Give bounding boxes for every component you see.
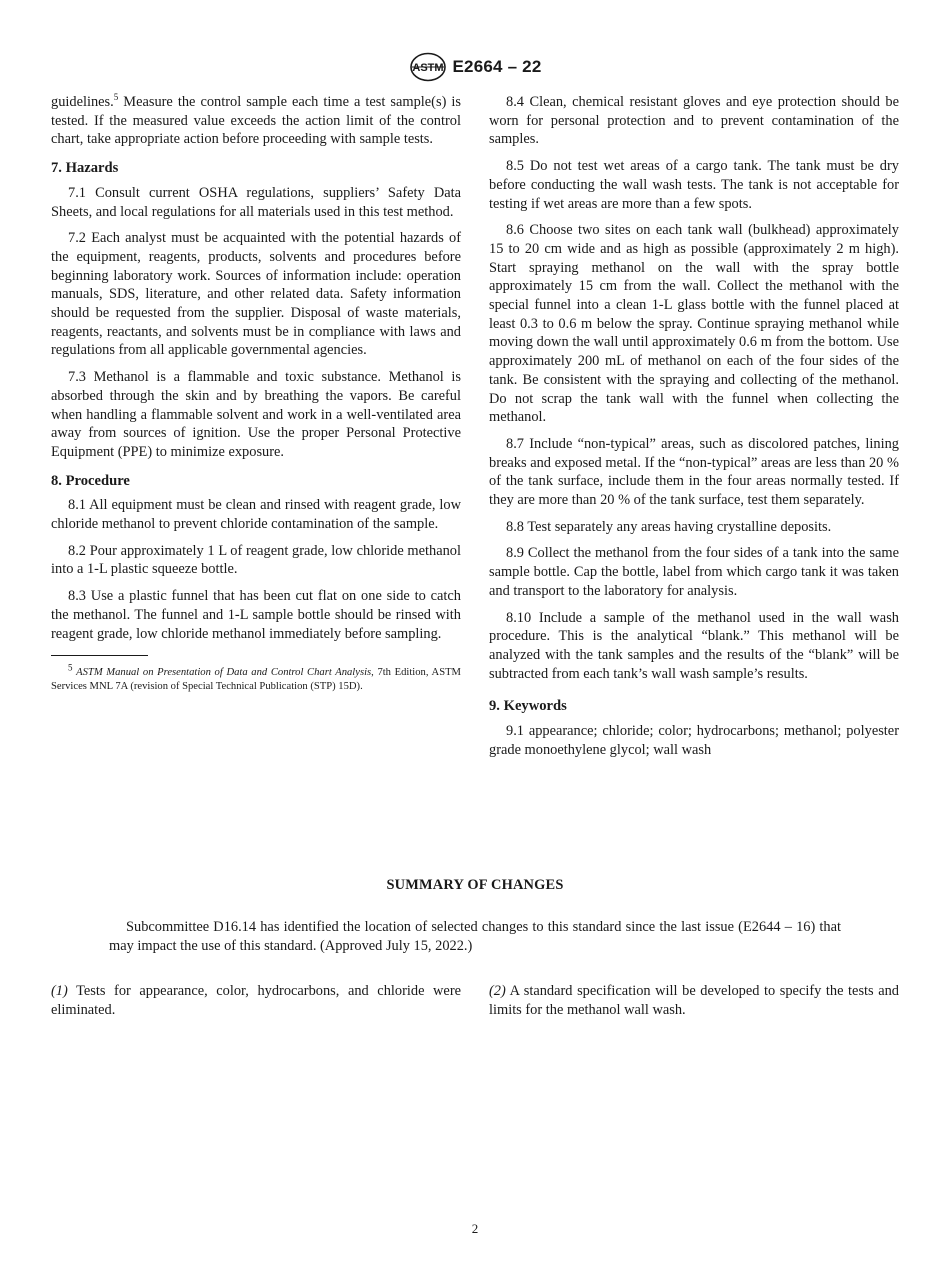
right-column	[489, 93, 899, 768]
paragraph-8-2: 8.2 Pour approximately 1 L of reagent grade, low chloride methanol into a 1-L plastic squeeze bottle.	[51, 542, 461, 578]
paragraph-8-4: 8.4 Clean, chemical resistant gloves and eye protection should be worn for personal protection and to prevent contamination of the samples.	[489, 94, 899, 148]
footnote-ref: 5	[113, 92, 119, 103]
summary-of-changes-intro: Subcommittee D16.14 has identified the location of selected changes to this standard since the last issue (E2644 – 16) that may impact the use of this standard. (Approved July 15, 2022.)	[109, 919, 841, 954]
change-item-1: (1) Tests for appearance, color, hydrocarbons, and chloride were eliminated.	[51, 983, 461, 1018]
paragraph-8-9: 8.9 Collect the methanol from the four sides of a tank into the same sample bottle. Cap the bottle, label from which cargo tank it was taken and transport to the laboratory for analysis.	[489, 545, 899, 599]
page-header	[0, 52, 950, 82]
standard-designation: E2664 – 22	[452, 57, 542, 76]
footnote-divider	[51, 655, 148, 656]
section-7-heading: 7. Hazards	[51, 160, 119, 177]
astm-logo	[409, 52, 447, 82]
paragraph-7-2: 7.2 Each analyst must be acquainted with the potential hazards of the equipment, reagents, products, solvents and procedures before beginning laboratory work. Sources of information include: operation manuals, SDS, literature, and other related data. Safety information should be requested from the supplier. Disposal of waste materials, reagents, reactants, and solvents must be in compliance with laws and regulations from all applicable governmental agencies.	[51, 230, 461, 359]
paragraph-8-5: 8.5 Do not test wet areas of a cargo tank. The tank must be dry before conducting the wall wash tests. The tank is not acceptable for testing if wet areas are more than a few spots.	[489, 158, 899, 212]
logo-text: ASTM	[411, 62, 444, 74]
paragraph-7-1: 7.1 Consult current OSHA regulations, suppliers’ Safety Data Sheets, and local regulations for all materials used in this test method.	[51, 184, 461, 220]
paragraph-8-6: 8.6 Choose two sites on each tank wall (bulkhead) approximately 15 to 20 cm wide and as high as possible (approximately 2 m high). Start spraying methanol on the wall with the spray bottle approximately 15 cm from the wall. Collect the methanol with the special funnel into a clean 1-L glass bottle with the funnel placed at least 0.3 to 0.6 m below the spray. Continue spraying methanol while moving down the wall until approximately 0.6 m from the bottom. Use approximately 200 mL of methanol on each of the four sides of the tank. Be consistent with the spraying and collecting of the methanol. Do not scrap the tank wall with the funnel when collecting the methanol.	[489, 222, 899, 426]
left-column	[51, 93, 461, 701]
footnote-5: $^5$ ASTM Manual on Presentation of Data and Control Chart Analysis, 7th Edition, ASTM Services MNL 7A (revision of Special Technical Publication (STP) 15D).	[51, 662, 461, 692]
paragraph-9-1: 9.1 appearance; chloride; color; hydrocarbons; methanol; polyester grade monoethylene glycol; wall wash	[489, 723, 899, 758]
section-8-heading: 8. Procedure	[51, 472, 130, 489]
section-9-heading: 9. Keywords	[489, 698, 567, 715]
paragraph-8-10: 8.10 Include a sample of the methanol used in the wall wash procedure. This is the analytical “blank.” This methanol will be analyzed with the tank samples and the results of the “blank” will be subtracted from each tank’s wall wash sample’s results.	[489, 609, 899, 682]
change-item-2: (2) A standard specification will be developed to specify the tests and limits for the methanol wall wash.	[489, 983, 899, 1018]
page-number: 2	[471, 1221, 479, 1236]
intro-paragraph: guidelines.$^5$ Measure the control sample each time a test sample(s) is tested. If the measured value exceeds the action limit of the control chart, take appropriate action before proceeding with sample tests.	[51, 92, 461, 148]
paragraph-8-7: 8.7 Include “non-typical” areas, such as discolored patches, lining breaks and exposed metal. If the “non-typical” areas are less than 20 % of the tank surface, include them in the four areas normally tested. If they are more than 20 % of the tank surface, test them separately.	[489, 435, 899, 509]
paragraph-8-8: 8.8 Test separately any areas having crystalline deposits.	[506, 518, 832, 535]
summary-of-changes-title: SUMMARY OF CHANGES	[386, 877, 564, 893]
paragraph-8-1: 8.1 All equipment must be clean and rinsed with reagent grade, low chloride methanol to prevent chloride contamination of the sample.	[51, 497, 461, 533]
paragraph-8-3: 8.3 Use a plastic funnel that has been cut flat on one side to catch the methanol. The funnel and 1-L sample bottle should be rinsed with reagent grade, low chloride methanol immediately before sampling.	[51, 588, 461, 642]
paragraph-7-3: 7.3 Methanol is a flammable and toxic substance. Methanol is absorbed through the skin and by breathing the vapors. Be careful when handling a flammable solvent and work in a well-ventilated area away from sources of ignition. Use the proper Personal Protective Equipment (PPE) to minimize exposure.	[51, 369, 461, 460]
